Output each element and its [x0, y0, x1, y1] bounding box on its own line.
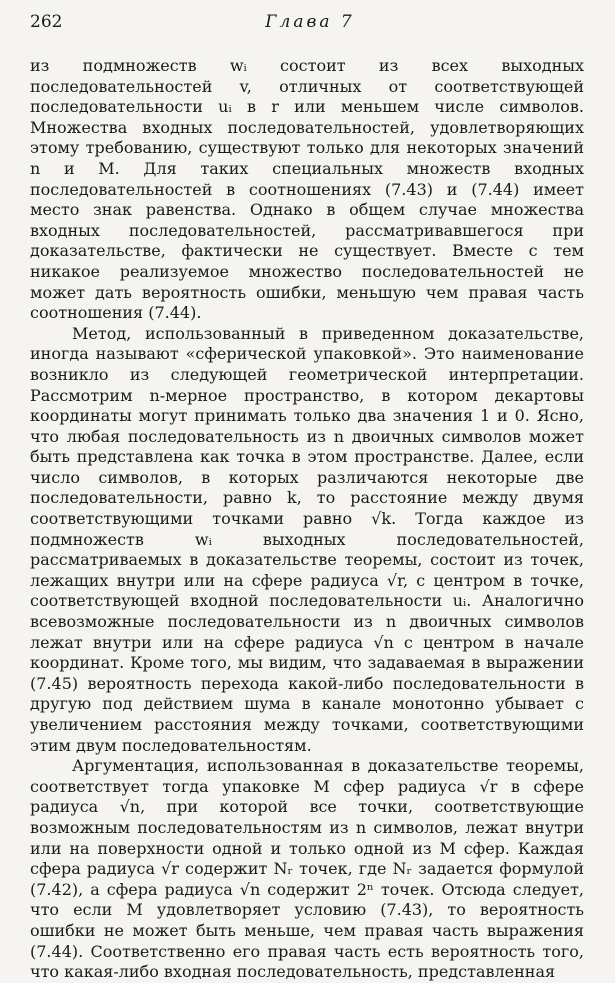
body-text	[30, 56, 584, 983]
running-header	[30, 10, 590, 38]
paragraph-argumentation: Аргументация, использованная в доказательстве теоремы, соответствует тогда упаковке M сфер радиуса √r в сфере радиуса √n, при которой все точки, соответствующие возможным последовательностям из n символов, лежат внутри или на поверхности одной и только одной из M сфер. Каждая сфера радиуса √r содержит Nᵣ точек, где Nᵣ задается формулой (7.42), а сфера радиуса √n содержит 2ⁿ точек. Отсюда следует, что если M удовлетворяет условию (7.43), то вероятность ошибки не может быть меньше, чем правая часть выражения (7.44). Соответственно его правая часть есть вероятность того, что какая-либо входная последовательность, представленная	[30, 756, 584, 982]
paragraph-continuation: из подмножеств wᵢ состоит из всех выходных последовательностей v, отличных от соответствующей последовательности uᵢ в r или меньшем числе символов. Множества входных последовательностей, удовлетворяющих этому требованию, существуют только для некоторых значений n и M. Для таких специальных множеств входных последовательностей в соотношениях (7.43) и (7.44) имеет место знак равенства. Однако в общем случае множества входных последовательностей, рассматривавшегося при доказательстве, фактически не существует. Вместе с тем никакое реализуемое множество последовательностей не может дать вероятность ошибки, меньшую чем правая часть соотношения (7.44).	[30, 56, 584, 323]
page-number: 262	[30, 12, 63, 32]
paragraph-sphere-packing: Метод, использованный в приведенном доказательстве, иногда называют «сферической упаковкой». Это наименование возникло из следующей геометрической интерпретации. Рассмотрим n-мерное пространство, в котором декартовы координаты могут принимать только два значения 1 и 0. Ясно, что любая последовательность из n двоичных символов может быть представлена как точка в этом пространстве. Далее, если число символов, в которых различаются некоторые две последовательности, равно k, то расстояние между двумя соответствующими точками равно √k. Тогда каждое из подмножеств wᵢ выходных последовательностей, рассматриваемых в доказательстве теоремы, состоит из точек, лежащих внутри или на сфере радиуса √r, с центром в точке, соответствующей входной последовательности uᵢ. Аналогично всевозможные последовательности из n двоичных символов лежат внутри или на сфере радиуса √n с центром в начале координат. Кроме того, мы видим, что задаваемая в выражении (7.45) вероятность перехода какой-либо последовательности в другую под действием шума в канале монотонно убывает с увеличением расстояния между точками, соответствующими этим двум последовательностям.	[30, 323, 584, 755]
chapter-title: Глава 7	[265, 12, 355, 32]
